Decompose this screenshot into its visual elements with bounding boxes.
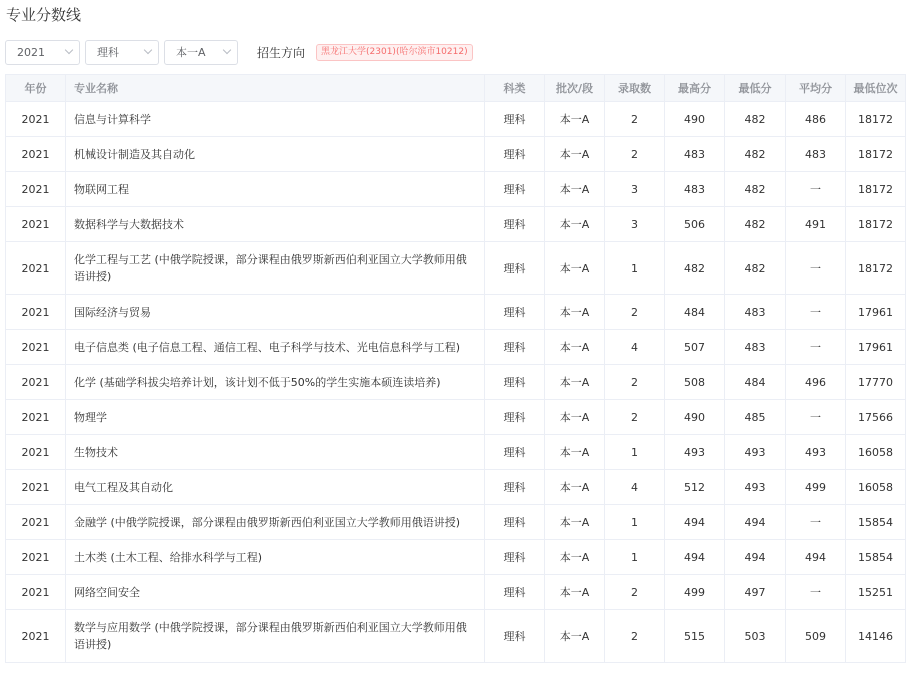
table-row [6, 505, 906, 540]
cell-major: 化学工程与工艺 (中俄学院授课，部分课程由俄罗斯新西伯利亚国立大学教师用俄语讲授) [66, 242, 485, 295]
cell-min: 494 [725, 540, 786, 575]
cell-subject: 理科 [485, 242, 545, 295]
cell-major: 机械设计制造及其自动化 [66, 137, 485, 172]
cell-rank: 14146 [846, 610, 906, 663]
table-row [6, 242, 906, 295]
cell-year: 2021 [6, 575, 66, 610]
cell-batch: 本一A [545, 242, 605, 295]
cell-max: 490 [665, 400, 725, 435]
cell-avg: 一 [786, 505, 846, 540]
column-header-avg: 平均分 [786, 75, 846, 102]
cell-avg: 一 [786, 295, 846, 330]
cell-avg: 一 [786, 330, 846, 365]
chevron-down-icon [65, 46, 73, 54]
cell-avg: 483 [786, 137, 846, 172]
batch-select[interactable] [164, 40, 238, 65]
cell-year: 2021 [6, 540, 66, 575]
subject-select-value: 理科 [97, 46, 119, 59]
cell-min: 503 [725, 610, 786, 663]
cell-avg: 一 [786, 242, 846, 295]
cell-rank: 15854 [846, 505, 906, 540]
table-header-row [6, 75, 906, 102]
cell-subject: 理科 [485, 365, 545, 400]
cell-count: 4 [605, 330, 665, 365]
cell-subject: 理科 [485, 207, 545, 242]
cell-max: 512 [665, 470, 725, 505]
table-row [6, 295, 906, 330]
cell-subject: 理科 [485, 295, 545, 330]
cell-batch: 本一A [545, 400, 605, 435]
cell-max: 490 [665, 102, 725, 137]
filter-bar [5, 39, 473, 65]
cell-major: 信息与计算科学 [66, 102, 485, 137]
cell-count: 1 [605, 540, 665, 575]
cell-rank: 18172 [846, 137, 906, 172]
cell-count: 2 [605, 102, 665, 137]
table-row [6, 330, 906, 365]
cell-batch: 本一A [545, 435, 605, 470]
cell-min: 482 [725, 207, 786, 242]
cell-min: 484 [725, 365, 786, 400]
cell-rank: 17566 [846, 400, 906, 435]
direction-tag[interactable]: 黑龙江大学(2301)(哈尔滨市10212) [316, 44, 473, 61]
cell-rank: 17770 [846, 365, 906, 400]
column-header-batch: 批次/段 [545, 75, 605, 102]
column-header-major: 专业名称 [66, 75, 485, 102]
table-row [6, 102, 906, 137]
cell-avg: 499 [786, 470, 846, 505]
cell-max: 506 [665, 207, 725, 242]
cell-rank: 16058 [846, 470, 906, 505]
cell-min: 482 [725, 242, 786, 295]
cell-count: 3 [605, 172, 665, 207]
cell-year: 2021 [6, 365, 66, 400]
cell-max: 483 [665, 172, 725, 207]
subject-select[interactable] [85, 40, 159, 65]
cell-batch: 本一A [545, 137, 605, 172]
cell-batch: 本一A [545, 575, 605, 610]
cell-batch: 本一A [545, 505, 605, 540]
table-row [6, 470, 906, 505]
cell-count: 1 [605, 435, 665, 470]
cell-year: 2021 [6, 330, 66, 365]
cell-min: 497 [725, 575, 786, 610]
cell-year: 2021 [6, 610, 66, 663]
cell-max: 483 [665, 137, 725, 172]
cell-major: 电气工程及其自动化 [66, 470, 485, 505]
cell-min: 493 [725, 470, 786, 505]
cell-max: 499 [665, 575, 725, 610]
cell-avg: 一 [786, 575, 846, 610]
cell-major: 化学 (基础学科拔尖培养计划，该计划不低于50%的学生实施本硕连读培养) [66, 365, 485, 400]
cell-year: 2021 [6, 137, 66, 172]
cell-max: 494 [665, 505, 725, 540]
cell-year: 2021 [6, 207, 66, 242]
table-row [6, 400, 906, 435]
year-select-value: 2021 [17, 45, 45, 59]
cell-subject: 理科 [485, 102, 545, 137]
table-row [6, 365, 906, 400]
cell-major: 数学与应用数学 (中俄学院授课，部分课程由俄罗斯新西伯利亚国立大学教师用俄语讲授) [66, 610, 485, 663]
cell-max: 508 [665, 365, 725, 400]
direction-label: 招生方向 [257, 45, 306, 60]
cell-major: 数据科学与大数据技术 [66, 207, 485, 242]
cell-batch: 本一A [545, 610, 605, 663]
cell-year: 2021 [6, 242, 66, 295]
cell-count: 1 [605, 242, 665, 295]
cell-subject: 理科 [485, 435, 545, 470]
cell-subject: 理科 [485, 137, 545, 172]
cell-rank: 17961 [846, 295, 906, 330]
cell-batch: 本一A [545, 102, 605, 137]
cell-min: 482 [725, 102, 786, 137]
cell-avg: 一 [786, 172, 846, 207]
table-row [6, 610, 906, 663]
cell-rank: 17961 [846, 330, 906, 365]
cell-avg: 491 [786, 207, 846, 242]
cell-major: 金融学 (中俄学院授课，部分课程由俄罗斯新西伯利亚国立大学教师用俄语讲授) [66, 505, 485, 540]
cell-major: 物理学 [66, 400, 485, 435]
cell-min: 482 [725, 172, 786, 207]
cell-subject: 理科 [485, 505, 545, 540]
cell-max: 494 [665, 540, 725, 575]
cell-major: 物联网工程 [66, 172, 485, 207]
cell-rank: 16058 [846, 435, 906, 470]
cell-year: 2021 [6, 102, 66, 137]
page-title: 专业分数线 [6, 6, 82, 24]
cell-avg: 494 [786, 540, 846, 575]
cell-min: 483 [725, 295, 786, 330]
column-header-max: 最高分 [665, 75, 725, 102]
table-row [6, 137, 906, 172]
cell-count: 2 [605, 137, 665, 172]
cell-max: 515 [665, 610, 725, 663]
cell-min: 494 [725, 505, 786, 540]
cell-max: 507 [665, 330, 725, 365]
cell-max: 482 [665, 242, 725, 295]
cell-avg: 一 [786, 400, 846, 435]
cell-subject: 理科 [485, 330, 545, 365]
year-select[interactable] [5, 40, 80, 65]
cell-rank: 18172 [846, 102, 906, 137]
cell-avg: 486 [786, 102, 846, 137]
table-row [6, 540, 906, 575]
cell-avg: 496 [786, 365, 846, 400]
cell-subject: 理科 [485, 540, 545, 575]
cell-avg: 509 [786, 610, 846, 663]
cell-batch: 本一A [545, 295, 605, 330]
cell-max: 493 [665, 435, 725, 470]
score-table [5, 74, 906, 663]
cell-min: 493 [725, 435, 786, 470]
cell-count: 2 [605, 295, 665, 330]
column-header-rank: 最低位次 [846, 75, 906, 102]
table-row [6, 575, 906, 610]
cell-avg: 493 [786, 435, 846, 470]
score-table-container [5, 74, 905, 663]
cell-major: 网络空间安全 [66, 575, 485, 610]
cell-min: 482 [725, 137, 786, 172]
cell-major: 国际经济与贸易 [66, 295, 485, 330]
cell-rank: 18172 [846, 172, 906, 207]
chevron-down-icon [144, 46, 152, 54]
cell-count: 3 [605, 207, 665, 242]
column-header-subject: 科类 [485, 75, 545, 102]
cell-subject: 理科 [485, 610, 545, 663]
cell-batch: 本一A [545, 365, 605, 400]
cell-subject: 理科 [485, 400, 545, 435]
cell-rank: 18172 [846, 242, 906, 295]
table-row [6, 435, 906, 470]
cell-subject: 理科 [485, 470, 545, 505]
cell-major: 土木类 (土木工程、给排水科学与工程) [66, 540, 485, 575]
column-header-min: 最低分 [725, 75, 786, 102]
chevron-down-icon [223, 46, 231, 54]
cell-count: 2 [605, 575, 665, 610]
cell-min: 485 [725, 400, 786, 435]
cell-year: 2021 [6, 505, 66, 540]
cell-major: 电子信息类 (电子信息工程、通信工程、电子科学与技术、光电信息科学与工程) [66, 330, 485, 365]
cell-rank: 15854 [846, 540, 906, 575]
table-row [6, 172, 906, 207]
column-header-count: 录取数 [605, 75, 665, 102]
table-row [6, 207, 906, 242]
cell-batch: 本一A [545, 470, 605, 505]
batch-select-value: 本一A [176, 46, 206, 59]
cell-min: 483 [725, 330, 786, 365]
cell-count: 2 [605, 400, 665, 435]
table-body [6, 102, 906, 663]
cell-major: 生物技术 [66, 435, 485, 470]
cell-count: 2 [605, 610, 665, 663]
cell-count: 4 [605, 470, 665, 505]
cell-year: 2021 [6, 400, 66, 435]
cell-max: 484 [665, 295, 725, 330]
cell-batch: 本一A [545, 172, 605, 207]
cell-count: 1 [605, 505, 665, 540]
cell-batch: 本一A [545, 540, 605, 575]
cell-year: 2021 [6, 435, 66, 470]
cell-subject: 理科 [485, 575, 545, 610]
cell-rank: 18172 [846, 207, 906, 242]
cell-year: 2021 [6, 470, 66, 505]
cell-batch: 本一A [545, 330, 605, 365]
cell-batch: 本一A [545, 207, 605, 242]
cell-year: 2021 [6, 295, 66, 330]
column-header-year: 年份 [6, 75, 66, 102]
cell-year: 2021 [6, 172, 66, 207]
cell-count: 2 [605, 365, 665, 400]
cell-subject: 理科 [485, 172, 545, 207]
cell-rank: 15251 [846, 575, 906, 610]
